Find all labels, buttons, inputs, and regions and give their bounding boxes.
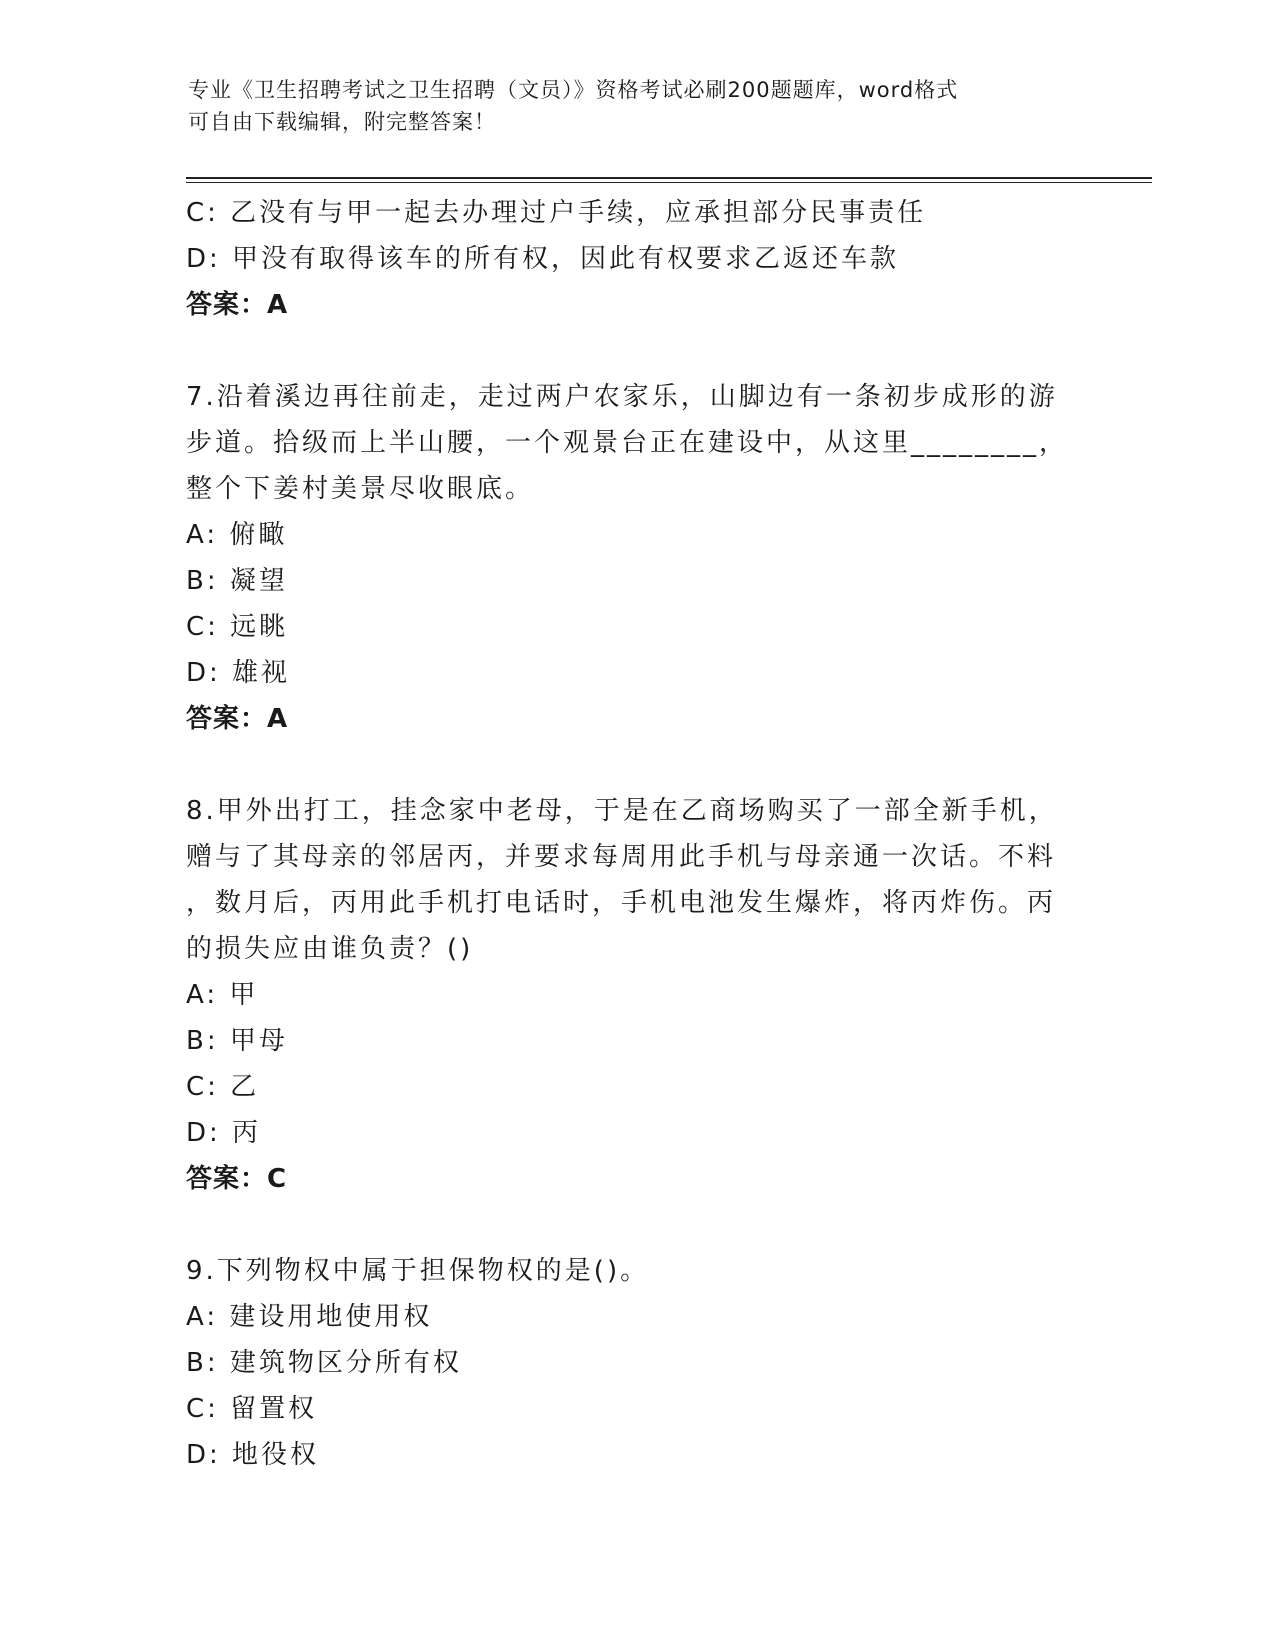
option-c: C: 远眺 xyxy=(186,612,289,642)
answer-label: 答案：C xyxy=(186,1164,288,1194)
option-d: D: 地役权 xyxy=(186,1440,320,1470)
option-a: A: 俯瞰 xyxy=(186,520,288,550)
question-stem-line: ，数月后，丙用此手机打电话时，手机电池发生爆炸，将丙炸伤。丙 xyxy=(186,888,1057,918)
option-d: D: 雄视 xyxy=(186,658,291,688)
header-title-line-2: 可自由下载编辑，附完整答案！ xyxy=(188,110,496,134)
header-title-line-1: 专业《卫生招聘考试之卫生招聘（文员）》资格考试必刷200题题库，word格式 xyxy=(188,78,959,102)
option-d: D: 丙 xyxy=(186,1118,262,1148)
question-stem-line: 步道。拾级而上半山腰，一个观景台正在建设中，从这里________， xyxy=(186,428,1069,458)
question-stem-line: 8.甲外出打工，挂念家中老母，于是在乙商场购买了一部全新手机， xyxy=(186,796,1058,826)
option-b: B: 凝望 xyxy=(186,566,288,596)
option-b: B: 甲母 xyxy=(186,1026,288,1056)
question-stem-line: 7.沿着溪边再往前走，走过两户农家乐，山脚边有一条初步成形的游 xyxy=(186,382,1058,412)
question-stem-line: 整个下姜村美景尽收眼底。 xyxy=(186,474,535,504)
option-d: D: 甲没有取得该车的所有权，因此有权要求乙返还车款 xyxy=(186,244,900,274)
option-c: C: 留置权 xyxy=(186,1394,318,1424)
question-stem-line: 赠与了其母亲的邻居丙，并要求每周用此手机与母亲通一次话。不料 xyxy=(186,842,1057,872)
header-divider-thin xyxy=(186,182,1152,183)
document-header xyxy=(188,74,1068,138)
option-b: B: 建筑物区分所有权 xyxy=(186,1348,462,1378)
question-stem-line: 的损失应由谁负责？() xyxy=(186,934,474,964)
question-6-tail xyxy=(186,190,1066,328)
header-divider-thick xyxy=(186,177,1152,179)
question-stem-line: 9.下列物权中属于担保物权的是()。 xyxy=(186,1256,650,1286)
answer-label: 答案：A xyxy=(186,704,289,734)
option-c: C: 乙 xyxy=(186,1072,260,1102)
question-8 xyxy=(186,788,1066,1202)
spacer xyxy=(186,328,1066,374)
question-7 xyxy=(186,374,1069,742)
option-a: A: 建设用地使用权 xyxy=(186,1302,433,1332)
option-a: A: 甲 xyxy=(186,980,259,1010)
spacer xyxy=(186,1202,1066,1248)
question-list xyxy=(186,190,1069,1478)
option-c: C: 乙没有与甲一起去办理过户手续，应承担部分民事责任 xyxy=(186,198,927,228)
question-9 xyxy=(186,1248,1066,1478)
spacer xyxy=(186,742,1066,788)
answer-label: 答案：A xyxy=(186,290,289,320)
